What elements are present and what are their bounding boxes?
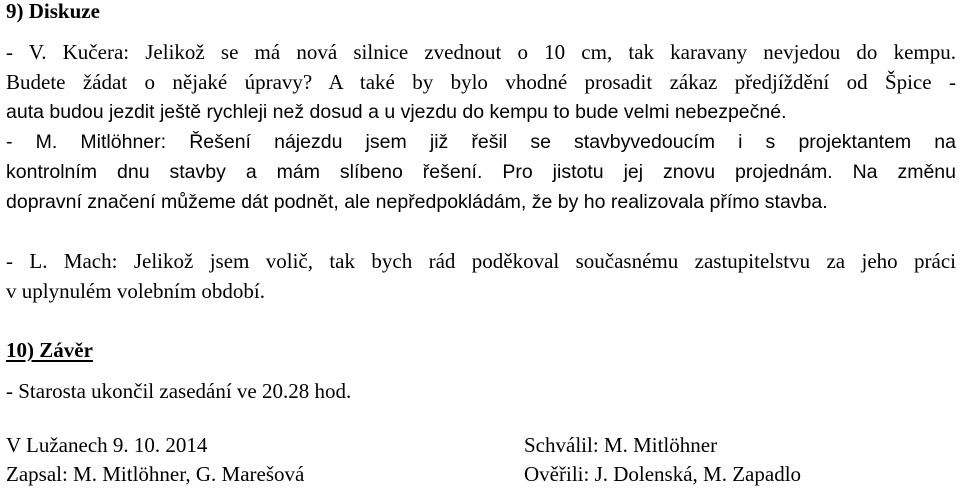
- place-and-date: V Lužanech 9. 10. 2014: [6, 433, 208, 457]
- mach-comment-line-1: - L. Mach: Jelikož jsem volič, tak bych rád poděkoval současnému zastupitelstvu za jeho práci: [6, 249, 956, 273]
- closing-statement: - Starosta ukončil zasedání ve 20.28 hod.: [6, 379, 352, 403]
- kucera-comment-line-3: auta budou jezdit ještě rychleji než dosud a u vjezdu do kempu to bude velmi nebezpečné.: [6, 101, 787, 123]
- mach-comment-line-2: v uplynulém volebním období.: [6, 279, 265, 303]
- kucera-comment-line-2: Budete žádat o nějaké úpravy? A také by bylo vhodné prosadit zákaz předjíždění od Špice -: [6, 70, 956, 94]
- mitlohner-reply-line-3: dopravní značení můžeme dát podnět, ale nepředpokládám, že by ho realizovala přímo stavba.: [6, 191, 828, 213]
- kucera-comment-line-1: - V. Kučera: Jelikož se má nová silnice zvednout o 10 cm, tak karavany nevjedou do kempu.: [6, 40, 956, 64]
- verified-by: Ověřili: J. Dolenská, M. Zapadlo: [524, 462, 802, 486]
- mitlohner-reply-line-2: kontrolním dnu stavby a mám slíbeno řešení. Pro jistotu jej znovu projednám. Na změnu: [6, 161, 956, 183]
- recorded-by: Zapsal: M. Mitlöhner, G. Marešová: [6, 462, 305, 486]
- approved-by: Schválil: M. Mitlöhner: [524, 433, 718, 457]
- section-10-heading: 10) Závěr: [6, 338, 93, 362]
- mitlohner-reply-line-1: - M. Mitlöhner: Řešení nájezdu jsem již řešil se stavbyvedoucím i s projektantem na: [6, 131, 956, 153]
- section-9-heading: 9) Diskuze: [6, 0, 100, 23]
